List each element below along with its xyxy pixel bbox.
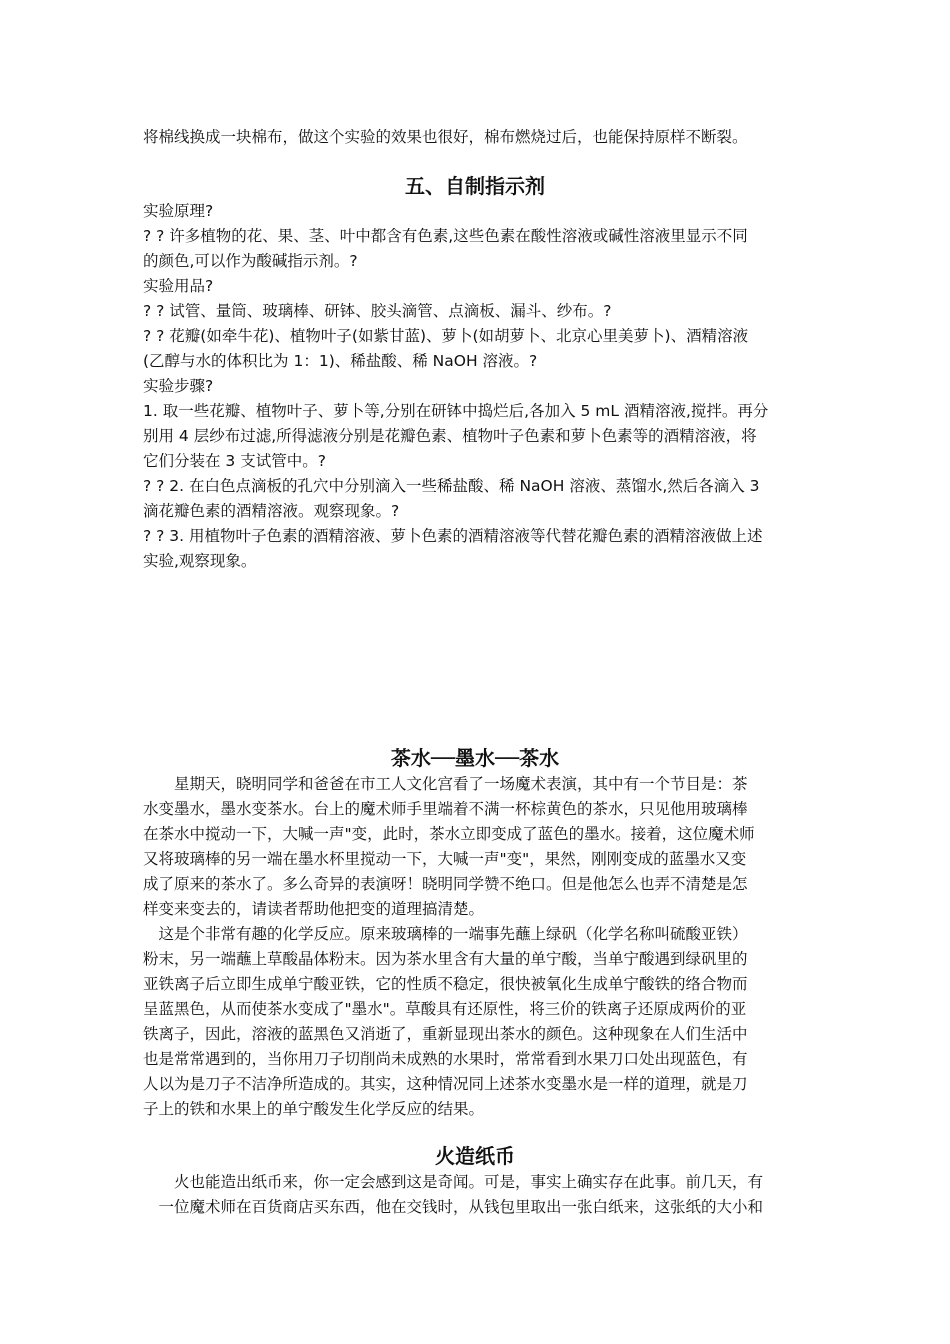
intro-paragraph-line: 将棉线换成一块棉布，做这个实验的效果也很好，棉布燃烧过后，也能保持原样不断裂。: [143, 128, 748, 146]
section5-line: ? ? 2. 在白色点滴板的孔穴中分别滴入一些稀盐酸、稀 NaOH 溶液、蒸馏水,然后各滴入 3: [143, 477, 760, 495]
section5-line: 别用 4 层纱布过滤,所得滤液分别是花瓣色素、植物叶子色素和萝卜色素等的酒精溶液，将: [143, 427, 757, 445]
tea-line: 在茶水中搅动一下，大喊一声"变，此时，茶水立即变成了蓝色的墨水。接着，这位魔术师: [143, 825, 755, 843]
tea-line: 这是个非常有趣的化学反应。原来玻璃棒的一端事先蘸上绿矾（化学名称叫硫酸亚铁）: [143, 925, 748, 943]
tea-line: 水变墨水，墨水变茶水。台上的魔术师手里端着不满一杯棕黄色的茶水，只见他用玻璃棒: [143, 800, 748, 818]
tea-line: 星期天，晓明同学和爸爸在市工人文化宫看了一场魔术表演，其中有一个节目是：茶: [143, 775, 748, 793]
tea-line: 样变来变去的，请读者帮助他把变的道理搞清楚。: [143, 900, 485, 918]
section5-line: 实验步骤?: [143, 377, 214, 395]
section5-line: 滴花瓣色素的酒精溶液。观察现象。?: [143, 502, 400, 520]
tea-line: 成了原来的茶水了。多么奇异的表演呀！晓明同学赞不绝口。但是他怎么也弄不清楚是怎: [143, 875, 748, 893]
section5-line: (乙醇与水的体积比为 1：1)、稀盐酸、稀 NaOH 溶液。?: [143, 352, 538, 370]
fire-title: 火造纸币: [435, 1144, 515, 1168]
tea-line: 又将玻璃棒的另一端在墨水杯里搅动一下，大喊一声"变"，果然，刚刚变成的蓝墨水又变: [143, 850, 747, 868]
section5-line: 实验,观察现象。: [143, 552, 257, 570]
section5-line: ? ? 试管、量筒、玻璃棒、研钵、胶头滴管、点滴板、漏斗、纱布。?: [143, 302, 612, 320]
fire-line: 一位魔术师在百货商店买东西，他在交钱时，从钱包里取出一张白纸来，这张纸的大小和: [143, 1198, 764, 1216]
section5-line: ? ? 3. 用植物叶子色素的酒精溶液、萝卜色素的酒精溶液等代替花瓣色素的酒精溶液做上述: [143, 527, 763, 545]
tea-line: 呈蓝黑色，从而使茶水变成了"墨水"。草酸具有还原性，将三价的铁离子还原成两价的亚: [143, 1000, 747, 1018]
tea-title: 茶水──墨水──茶水: [390, 746, 560, 770]
fire-line: 火也能造出纸币来，你一定会感到这是奇闻。可是，事实上确实存在此事。前几天，有: [143, 1173, 764, 1191]
tea-line: 也是常常遇到的，当你用刀子切削尚未成熟的水果时，常常看到水果刀口处出现蓝色，有: [143, 1050, 748, 1068]
section5-line: 实验原理?: [143, 202, 214, 220]
tea-line: 亚铁离子后立即生成单宁酸亚铁，它的性质不稳定，很快被氧化生成单宁酸铁的络合物而: [143, 975, 748, 993]
section5-title: 五、自制指示剂: [405, 174, 545, 198]
section5-line: 它们分装在 3 支试管中。?: [143, 452, 326, 470]
section5-line: 1. 取一些花瓣、植物叶子、萝卜等,分别在研钵中捣烂后,各加入 5 mL 酒精溶液,搅拌。再分: [143, 402, 769, 420]
section5-line: ? ? 许多植物的花、果、茎、叶中都含有色素,这些色素在酸性溶液或碱性溶液里显示不同: [143, 227, 748, 245]
tea-line: 人以为是刀子不洁净所造成的。其实，这种情况同上述茶水变墨水是一样的道理，就是刀: [143, 1075, 748, 1093]
tea-line: 铁离子，因此，溶液的蓝黑色又消逝了，重新显现出茶水的颜色。这种现象在人们生活中: [143, 1025, 748, 1043]
section5-line: 的颜色,可以作为酸碱指示剂。?: [143, 252, 358, 270]
tea-line: 子上的铁和水果上的单宁酸发生化学反应的结果。: [143, 1100, 485, 1118]
tea-line: 粉末，另一端蘸上草酸晶体粉末。因为茶水里含有大量的单宁酸，当单宁酸遇到绿矾里的: [143, 950, 748, 968]
section5-line: 实验用品?: [143, 277, 214, 295]
section5-line: ? ? 花瓣(如牵牛花)、植物叶子(如紫甘蓝)、萝卜(如胡萝卜、北京心里美萝卜)、酒精溶液: [143, 327, 749, 345]
